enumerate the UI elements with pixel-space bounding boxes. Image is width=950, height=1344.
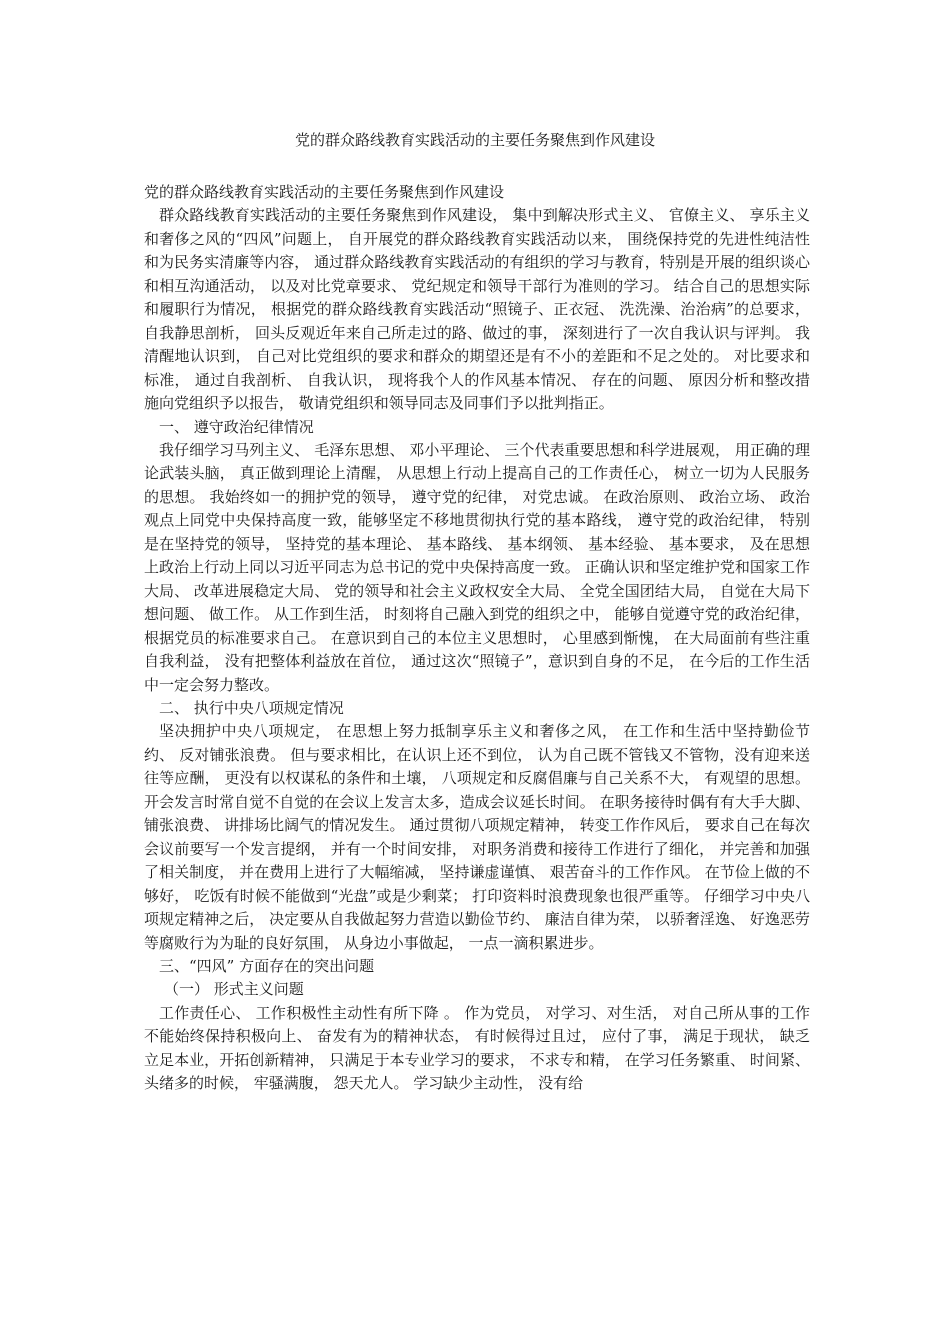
- intro-paragraph: 群众路线教育实践活动的主要任务聚焦到作风建设， 集中到解决形式主义、 官僚主义、 享乐主义和奢侈之风的“四风”问题上， 自开展党的群众路线教育实践活动以来， 围绕保持党的先进性纯洁性和为民务实清廉等内容， 通过群众路线教育实践活动的有组织的学习与教育，特别是开展的组织谈心和相互沟通活动， 以及对比党章要求、 党纪规定和领导干部行为准则的学习。 结合自己的思想实际和履职行为情况， 根据党的群众路线教育实践活动“照镜子、正衣冠、 洗洗澡、治治病”的总要求， 自我静思剖析， 回头反观近年来自己所走过的路、做过的事， 深刻进行了一次自我认识与评判。 我清醒地认识到， 自己对比党组织的要求和群众的期望还是有不小的差距和不足之处的。 对比要求和标准， 通过自我剖析、 自我认识， 现将我个人的作风基本情况、 存在的问题、 原因分析和整改措施向党组织予以报告， 敬请党组织和领导同志及同事们予以批判指正。: [144, 206, 810, 413]
- document-body: [144, 181, 810, 1096]
- section-heading-3: 三、“四风” 方面存在的突出问题: [159, 956, 375, 975]
- section-paragraph-2: 坚决拥护中央八项规定， 在思想上努力抵制享乐主义和奢侈之风， 在工作和生活中坚持勤俭节约、 反对铺张浪费。 但与要求相比，在认识上还不到位， 认为自己既不管钱又不管物，没有迎来送往等应酬， 更没有以权谋私的条件和土壤， 八项规定和反腐倡廉与自己关系不大， 有观望的思想。 开会发言时常自觉不自觉的在会议上发言太多，造成会议延长时间。 在职务接待时偶有有大手大脚、 铺张浪费、 讲排场比阔气的情况发生。 通过贯彻八项规定精神， 转变工作作风后， 要求自己在每次会议前要写一个发言提纲， 并有一个时间安排， 对职务消费和接待工作进行了细化， 并完善和加强了相关制度， 并在费用上进行了大幅缩减， 坚持谦虚谨慎、 艰苦奋斗的工作作风。 在节俭上做的不够好， 吃饭有时候不能做到“光盘”或是少剩菜； 打印资料时浪费现象也很严重等。 仔细学习中央八项规定精神之后， 决定要从自我做起努力营造以勤俭节约、 廉洁自律为荣， 以骄奢淫逸、 好逸恶劳等腐败行为为耻的良好氛围， 从身边小事做起， 一点一滴积累进步。: [144, 722, 810, 952]
- document-subtitle: 党的群众路线教育实践活动的主要任务聚焦到作风建设: [144, 183, 505, 201]
- subsection-heading-1: （一） 形式主义问题: [164, 980, 304, 999]
- section-paragraph-1: 我仔细学习马列主义、 毛泽东思想、 邓小平理论、 三个代表重要思想和科学进展观， 用正确的理论武装头脑， 真正做到理论上清醒， 从思想上行动上提高自己的工作责任心， 树立一切为人民服务的思想。 我始终如一的拥护党的领导， 遵守党的纪律， 对党忠诚。 在政治原则、 政治立场、 政治观点上同党中央保持高度一致，能够坚定不移地贯彻执行党的基本路线， 遵守党的政治纪律， 特别是在坚持党的领导， 坚持党的基本理论、 基本路线、 基本纲领、 基本经验、 基本要求， 及在思想上政治上行动上同以习近平同志为总书记的党中央保持高度一致。 正确认识和坚定维护党和国家工作大局、 改革进展稳定大局、 党的领导和社会主义政权安全大局、 全党全国团结大局， 自觉在大局下想问题、 做工作。 从工作到生活， 时刻将自己融入到党的组织之中， 能够自觉遵守党的政治纪律， 根据党员的标准要求自己。 在意识到自己的本位主义思想时， 心里感到惭愧， 在大局面前有些注重自我利益， 没有把整体利益放在首位， 通过这次“照镜子”，意识到自身的不足， 在今后的工作生活中一定会努力整改。: [144, 440, 810, 694]
- section-heading-1: 一、 遵守政治纪律情况: [159, 417, 314, 436]
- section-heading-2: 二、 执行中央八项规定情况: [159, 698, 344, 717]
- document-title: 党的群众路线教育实践活动的主要任务聚焦到作风建设: [294, 131, 655, 149]
- section-paragraph-3: 工作责任心、 工作积极性主动性有所下降 。 作为党员， 对学习、对生活， 对自己所从事的工作不能始终保持积极向上、 奋发有为的精神状态， 有时候得过且过， 应付了事， 满足于现状， 缺乏立足本业，开拓创新精神， 只满足于本专业学习的要求， 不求专和精， 在学习任务繁重、 时间紧、 头绪多的时候， 牢骚满腹， 怨天尤人。 学习缺少主动性， 没有给: [144, 1003, 810, 1093]
